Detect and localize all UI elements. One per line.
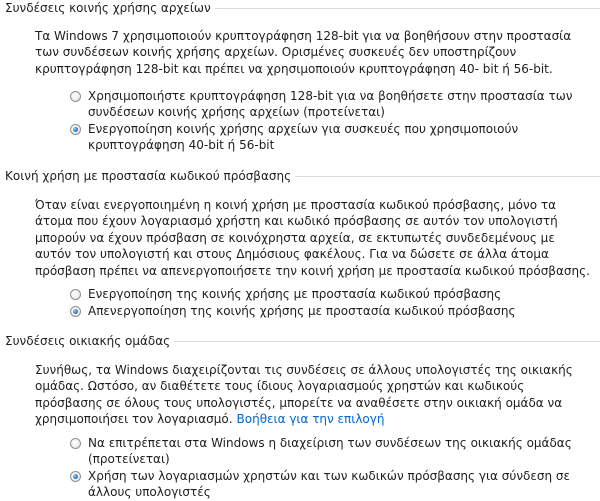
radio-button[interactable] (70, 438, 81, 449)
radio-button-selected[interactable] (70, 124, 81, 135)
help-link[interactable]: Βοήθεια για την επιλογή (236, 412, 385, 427)
section-title: Κοινή χρήση με προστασία κωδικού πρόσβασης (5, 168, 295, 184)
radio-button-selected[interactable] (70, 471, 81, 482)
section-title: Συνδέσεις κοινής χρήσης αρχείων (5, 0, 215, 16)
section-title: Συνδέσεις οικιακής ομάδας (5, 333, 174, 349)
section-separator (285, 176, 600, 177)
section-separator (168, 341, 600, 342)
radio-option-enable-password-sharing[interactable] (70, 286, 592, 302)
radio-button-selected[interactable] (70, 306, 81, 317)
section-separator (200, 8, 600, 9)
section-description: Όταν είναι ενεργοποιημένη η κοινή χρήση με προστασία κωδικού πρόσβασης, μόνο τα άτομα που έχουν λογαριασμό χρήστη και κωδικό πρόσβασης σε αυτόν τον υπολογιστή μπορούν να έχουν πρόσβαση σε κοινόχρηστα αρχεία, σε εκτυπωτές συνδεδεμένους με αυτόν τον υπολογιστή και στους Δημόσιους φακέλους. Για να δώσετε σε άλλα άτομα πρόσβαση πρέπει να απενεργοποιήσετε την κοινή χρήση με προστασία κωδικού πρόσβασης. (35, 198, 590, 278)
radio-label[interactable]: Ενεργοποίηση κοινής χρήσης αρχείων για συσκευές που χρησιμοποιούν κρυπτογράφηση 40-bit ή 56-bit (88, 122, 519, 153)
section-file-sharing-connections (0, 0, 600, 16)
radio-option-disable-password-sharing[interactable] (70, 303, 592, 319)
radio-label[interactable]: Χρησιμοποιήστε κρυπτογράφηση 128-bit για να βοηθήσετε στην προστασία των συνδέσεων κοινής χρήσης αρχείων (προτείνεται) (88, 89, 573, 120)
radio-label[interactable]: Να επιτρέπεται στα Windows η διαχείριση των συνδέσεων της οικιακής ομάδας (προτείνεται) (88, 436, 572, 467)
radio-button[interactable] (70, 91, 81, 102)
section-description (35, 362, 592, 428)
radio-label[interactable]: Απενεργοποίηση της κοινής χρήσης με προστασία κωδικού πρόσβασης (88, 304, 516, 318)
radio-button[interactable] (70, 289, 81, 300)
section-homegroup-connections (0, 333, 600, 349)
radio-option-40-56bit[interactable] (70, 121, 592, 154)
radio-option-use-user-accounts[interactable] (70, 468, 592, 501)
section-description-text: Συνήθως, τα Windows διαχειρίζονται τις συνδέσεις σε άλλους υπολογιστές της οικιακής ομάδας. Ωστόσο, αν διαθέτετε τους ίδιους λογαριασμούς χρηστών και κωδικούς πρόσβασης σε όλους τους υπολογιστές, μπορείτε να αναθέσετε στην οικιακή ομάδα να χρησιμοποιήσει τον λογαριασμό. (35, 363, 573, 427)
radio-label[interactable]: Ενεργοποίηση της κοινής χρήσης με προστασία κωδικού πρόσβασης (88, 287, 502, 301)
radio-option-windows-manage-homegroup[interactable] (70, 435, 592, 468)
section-description: Τα Windows 7 χρησιμοποιούν κρυπτογράφηση 128-bit για να βοηθήσουν στην προστασία των συνδέσεων κοινής χρήσης αρχείων. Ορισμένες συσκευές δεν υποστηρίζουν κρυπτογράφηση 128-bit και πρέπει να χρησιμοποιούν κρυπτογράφηση 40- bit ή 56-bit. (35, 29, 572, 76)
radio-label[interactable]: Χρήση των λογαριασμών χρηστών και των κωδικών πρόσβασης για σύνδεση σε άλλους υπολογιστές (88, 469, 570, 500)
section-password-protected-sharing (0, 168, 600, 184)
radio-option-128bit[interactable] (70, 88, 592, 121)
